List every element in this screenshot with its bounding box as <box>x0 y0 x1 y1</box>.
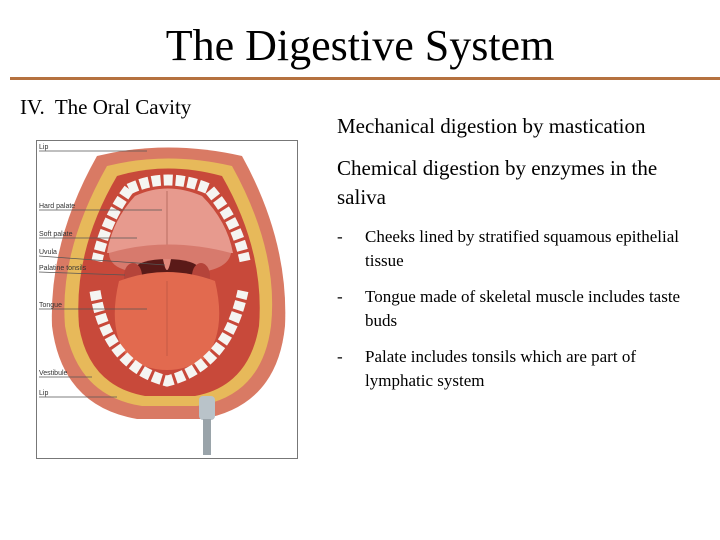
label-uvula: Uvula <box>39 249 57 256</box>
label-palatine-tonsils: Palatine tonsils <box>39 265 87 272</box>
sub-point-text: Tongue made of skeletal muscle includes taste buds <box>365 287 681 330</box>
bullet-list <box>337 110 707 405</box>
sub-point <box>337 285 707 333</box>
label-lip-upper: Lip <box>39 144 49 151</box>
dash-marker: - <box>337 347 343 366</box>
dash-marker: - <box>337 287 343 306</box>
main-point: Chemical digestion by enzymes in the saliva <box>337 156 658 209</box>
label-hard-palate: Hard palate <box>39 203 76 210</box>
label-tongue: Tongue <box>39 302 62 309</box>
title-divider <box>10 77 720 80</box>
sub-point-text: Palate includes tonsils which are part of lymphatic system <box>365 347 636 390</box>
section-heading: IV. The Oral Cavity <box>20 95 192 119</box>
slide-title: The Digestive System <box>165 21 555 70</box>
label-lip-lower: Lip <box>39 390 49 397</box>
sub-point <box>337 345 707 393</box>
sub-point <box>337 225 707 273</box>
sub-point-text: Cheeks lined by stratified squamous epithelial tissue <box>365 227 679 270</box>
oral-cavity-illustration <box>36 140 298 459</box>
label-soft-palate: Soft palate <box>39 231 73 238</box>
main-point: Mechanical digestion by mastication <box>337 114 646 138</box>
label-vestibule: Vestibule <box>39 370 68 377</box>
dash-marker: - <box>337 227 343 246</box>
